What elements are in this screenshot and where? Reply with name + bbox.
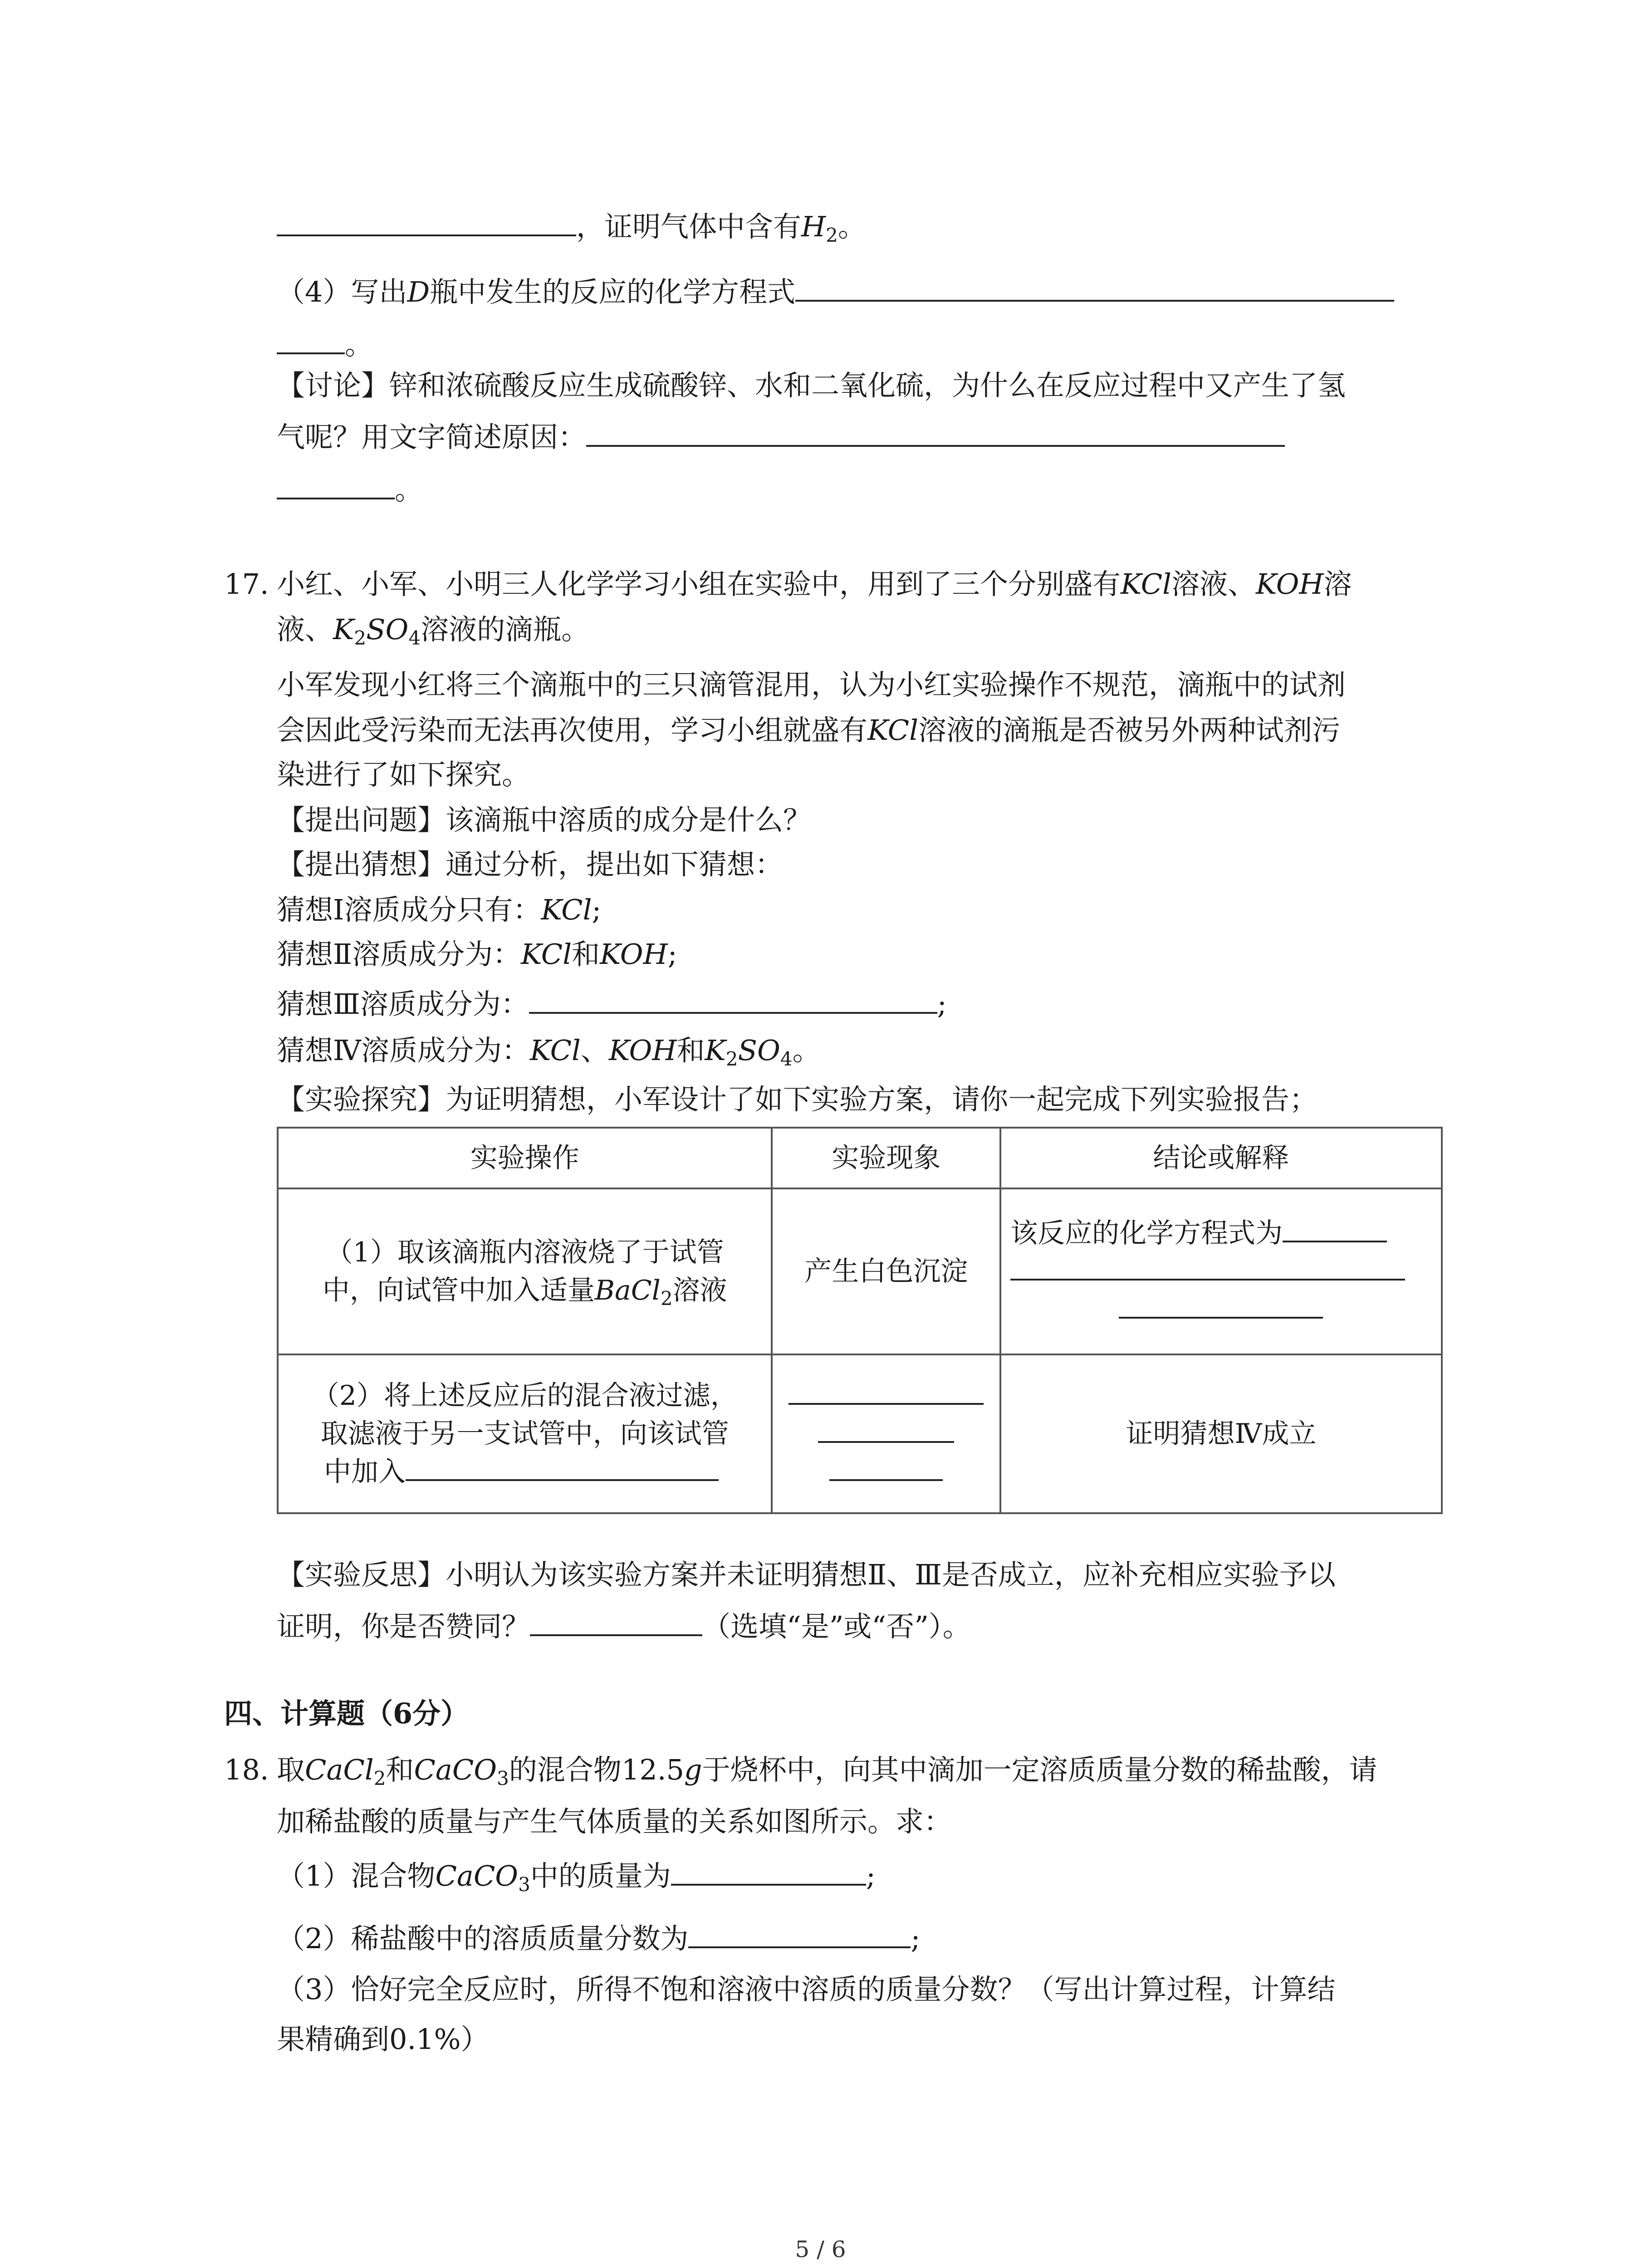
experiment-report-table xyxy=(277,1127,1443,1514)
table-row xyxy=(278,1354,1442,1513)
phenomenon-cell xyxy=(772,1354,1000,1513)
hypothesis-1: 猜想Ⅰ溶质成分只有：KCl; xyxy=(277,893,602,926)
answer-blank[interactable] xyxy=(277,472,395,499)
q17-explore: 【实验探究】为证明猜想，小军设计了如下实验方案，请你一起完成下列实验报告； xyxy=(277,1083,1318,1116)
q18-part-3-line-2: 果精确到0.1%） xyxy=(277,2023,489,2056)
q17-intro-line-2: 液、$K_2SO_4$溶液的滴瓶。 xyxy=(277,613,590,649)
section-title: 四、计算题（6分） xyxy=(224,1697,469,1730)
answer-blank[interactable] xyxy=(277,327,345,354)
q17-question: 【提出问题】该滴瓶中溶质的成分是什么？ xyxy=(277,803,812,836)
discussion-line-2: 气呢？用文字简述原因： xyxy=(277,419,1285,455)
operation-cell: （2）将上述反应后的混合液过滤， 取滤液于另一支试管中，向该试管 中加入 xyxy=(278,1354,772,1513)
q4-line: （4）写出D瓶中发生的反应的化学方程式 xyxy=(277,274,1394,310)
q18-part-3-line-1: （3）恰好完全反应时，所得不饱和溶液中溶质的质量分数？（写出计算过程，计算结 xyxy=(277,1973,1336,2006)
answer-blank[interactable] xyxy=(688,1921,911,1948)
q17-number: 17. xyxy=(224,567,269,601)
discussion-line-1: 【讨论】锌和浓硫酸反应生成硫酸锌、水和二氧化硫，为什么在反应过程中又产生了氢 xyxy=(277,369,1346,402)
answer-blank[interactable] xyxy=(795,274,1394,302)
q18-number: 18. xyxy=(224,1753,269,1786)
operation-cell: （1）取该滴瓶内溶液烧了于试管 中，向试管中加入适量BaCl$_2$溶液 xyxy=(278,1188,772,1354)
q18-part-1: （1）混合物CaCO$_3$中的质量为 ; xyxy=(277,1859,876,1896)
answer-blank[interactable] xyxy=(1283,1222,1387,1242)
answer-blank[interactable] xyxy=(277,209,576,236)
table-header: 结论或解释 xyxy=(1000,1128,1442,1188)
answer-blank[interactable] xyxy=(818,1423,954,1443)
discussion-line-3: 。 xyxy=(277,472,423,508)
answer-blank[interactable] xyxy=(1119,1299,1323,1319)
answer-blank[interactable] xyxy=(789,1385,984,1405)
gas-h2-line: ，证明气体中含有$H_2$。 xyxy=(277,209,866,245)
q17-para-line-3: 染进行了如下探究。 xyxy=(277,758,530,791)
table-row xyxy=(278,1188,1442,1354)
q17-intro-line-1: 小红、小军、小明三人化学学习小组在实验中，用到了三个分别盛有KCl溶液、KOH溶 xyxy=(277,567,1352,601)
page-number: 5 / 6 xyxy=(795,2236,846,2263)
answer-blank[interactable] xyxy=(406,1461,719,1481)
q4-line-end: 。 xyxy=(277,327,373,363)
q17-hypothesis: 【提出猜想】通过分析，提出如下猜想： xyxy=(277,848,784,881)
q18-line-1: 取CaCl$_2$和CaCO$_3$的混合物12.5g于烧杯中，向其中滴加一定溶质质量分数的稀盐酸，请 xyxy=(277,1753,1377,1789)
reflection-line-1: 【实验反思】小明认为该实验方案并未证明猜想Ⅱ、Ⅲ是否成立，应补充相应实验予以 xyxy=(277,1558,1336,1591)
q17-para-line-2: 会因此受污染而无法再次使用，学习小组就盛有KCl溶液的滴瓶是否被另外两种试剂污 xyxy=(277,714,1340,747)
answer-blank[interactable] xyxy=(586,420,1285,447)
hypothesis-2: 猜想Ⅱ溶质成分为：KCl和KOH; xyxy=(277,938,677,971)
q17-para-line-1: 小军发现小红将三个滴瓶中的三只滴管混用，认为小红实验操作不规范，滴瓶中的试剂 xyxy=(277,668,1346,701)
conclusion-cell: 该反应的化学方程式为 xyxy=(1000,1188,1442,1354)
answer-blank[interactable] xyxy=(1010,1261,1405,1281)
answer-blank[interactable] xyxy=(671,1858,866,1886)
hypothesis-3: 猜想Ⅲ溶质成分为： ; xyxy=(277,987,947,1021)
answer-blank[interactable] xyxy=(529,987,937,1014)
table-header: 实验现象 xyxy=(772,1128,1000,1188)
answer-blank[interactable] xyxy=(530,1609,702,1636)
answer-blank[interactable] xyxy=(829,1461,943,1481)
conclusion-cell: 证明猜想Ⅳ成立 xyxy=(1000,1354,1442,1513)
q18-line-2: 加稀盐酸的质量与产生气体质量的关系如图所示。求： xyxy=(277,1805,952,1838)
phenomenon-cell: 产生白色沉淀 xyxy=(772,1188,1000,1354)
reflection-line-2: 证明，你是否赞同？ （选填“是”或“否”）。 xyxy=(277,1610,971,1643)
table-header: 实验操作 xyxy=(278,1128,772,1188)
q18-part-2: （2）稀盐酸中的溶质质量分数为 ; xyxy=(277,1922,921,1955)
hypothesis-4: 猜想Ⅳ溶质成分为：KCl、KOH和$K_2SO_4$。 xyxy=(277,1034,821,1070)
